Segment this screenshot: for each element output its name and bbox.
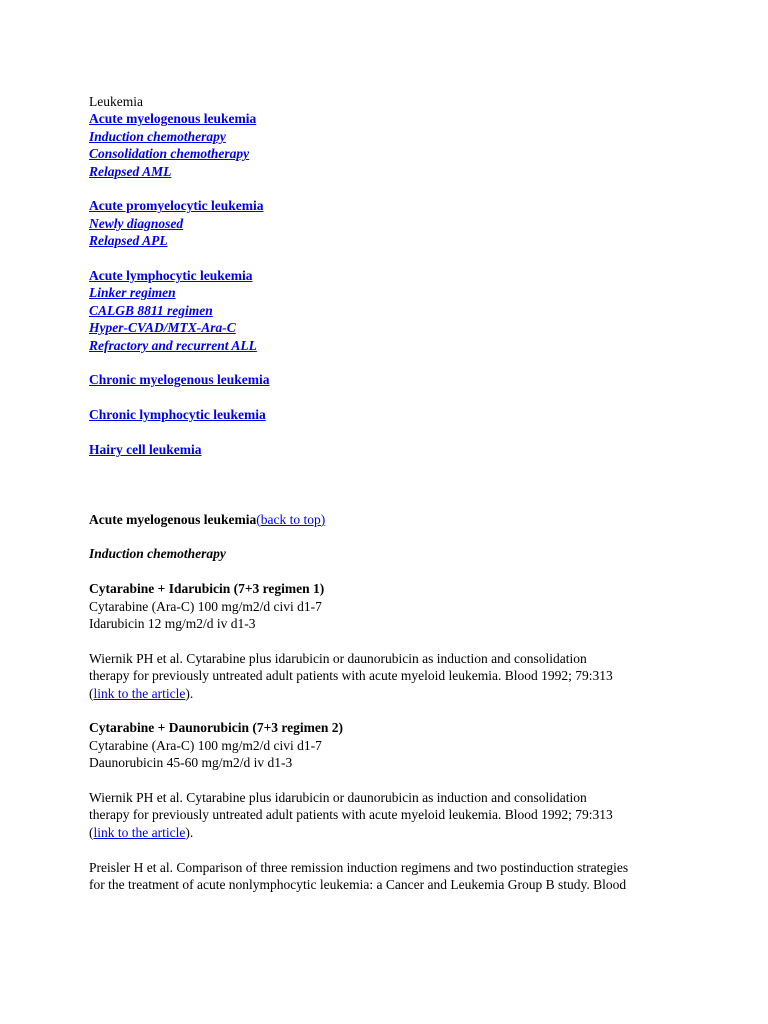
- paren: (: [89, 824, 94, 840]
- toc-link-apl-relapsed[interactable]: Relapsed APL: [89, 233, 168, 249]
- spacer: [89, 180, 699, 197]
- spacer: [89, 563, 699, 580]
- section-heading: Acute myelogenous leukemia: [89, 511, 257, 527]
- regimen2-line-2: Daunorubicin 45-60 mg/m2/d iv d1-3: [89, 755, 293, 771]
- toc-link-aml[interactable]: Acute myelogenous leukemia: [89, 111, 257, 127]
- toc-link-aml-induction[interactable]: Induction chemotherapy: [89, 128, 226, 144]
- regimen2-ref-line-2: therapy for previously untreated adult patients with acute myeloid leukemia. Blood 1992; 79:313: [89, 807, 613, 823]
- spacer: [89, 458, 699, 493]
- spacer: [89, 632, 699, 649]
- toc-title: Leukemia: [89, 94, 143, 109]
- toc-link-cml[interactable]: Chronic myelogenous leukemia: [89, 372, 270, 388]
- regimen1-title: Cytarabine + Idarubicin (7+3 regimen 1): [89, 581, 325, 597]
- regimen1-ref-line-3: [89, 685, 699, 702]
- toc-link-all-hyper-cvad[interactable]: Hyper-CVAD/MTX-Ara-C: [89, 320, 236, 336]
- regimen2-line-1: Cytarabine (Ara-C) 100 mg/m2/d civi d1-7: [89, 737, 322, 753]
- toc-link-apl-newly-diagnosed[interactable]: Newly diagnosed: [89, 215, 184, 231]
- spacer: [89, 424, 699, 441]
- toc-link-cll[interactable]: Chronic lymphocytic leukemia: [89, 407, 266, 423]
- regimen2-ref-line-1: Wiernik PH et al. Cytarabine plus idarubicin or daunorubicin as induction and consolidation: [89, 790, 587, 806]
- regimen2-title: Cytarabine + Daunorubicin (7+3 regimen 2): [89, 720, 344, 736]
- regimen1-ref-line-1: Wiernik PH et al. Cytarabine plus idarubicin or daunorubicin as induction and consolidation: [89, 650, 587, 666]
- spacer: [89, 702, 699, 719]
- section-heading-line: [89, 511, 699, 528]
- spacer: [89, 250, 699, 267]
- regimen2-ref2-line-2: for the treatment of acute nonlymphocytic leukemia: a Cancer and Leukemia Group B study. Blood: [89, 877, 627, 893]
- paren-close: ).: [185, 824, 194, 840]
- toc-link-all-calgb[interactable]: CALGB 8811 regimen: [89, 302, 213, 318]
- spacer: [89, 772, 699, 789]
- paren-close: ).: [185, 685, 194, 701]
- toc-link-all[interactable]: Acute lymphocytic leukemia: [89, 268, 253, 284]
- spacer: [89, 528, 699, 545]
- regimen2-article-link[interactable]: link to the article: [93, 824, 186, 840]
- toc-link-hcl[interactable]: Hairy cell leukemia: [89, 442, 202, 458]
- regimen1-article-link[interactable]: link to the article: [93, 685, 186, 701]
- toc-link-all-refractory[interactable]: Refractory and recurrent ALL: [89, 337, 257, 353]
- regimen2-ref-line-3: [89, 824, 699, 841]
- toc-link-all-linker[interactable]: Linker regimen: [89, 285, 176, 301]
- spacer: [89, 841, 699, 858]
- regimen2-ref2-line-1: Preisler H et al. Comparison of three remission induction regimens and two postinduction strategies: [89, 859, 629, 875]
- regimen1-line-1: Cytarabine (Ara-C) 100 mg/m2/d civi d1-7: [89, 598, 322, 614]
- spacer: [89, 493, 699, 510]
- back-to-top-link[interactable]: (back to top): [256, 511, 326, 527]
- section-subheading: Induction chemotherapy: [89, 546, 226, 562]
- toc-link-aml-consolidation[interactable]: Consolidation chemotherapy: [89, 146, 250, 162]
- regimen1-line-2: Idarubicin 12 mg/m2/d iv d1-3: [89, 616, 256, 632]
- document-content: [89, 93, 699, 893]
- regimen1-ref-line-2: therapy for previously untreated adult patients with acute myeloid leukemia. Blood 1992; 79:313: [89, 668, 613, 684]
- toc-link-apl[interactable]: Acute promyelocytic leukemia: [89, 198, 264, 214]
- spacer: [89, 354, 699, 371]
- paren: (: [89, 685, 94, 701]
- toc-link-aml-relapsed[interactable]: Relapsed AML: [89, 163, 172, 179]
- spacer: [89, 389, 699, 406]
